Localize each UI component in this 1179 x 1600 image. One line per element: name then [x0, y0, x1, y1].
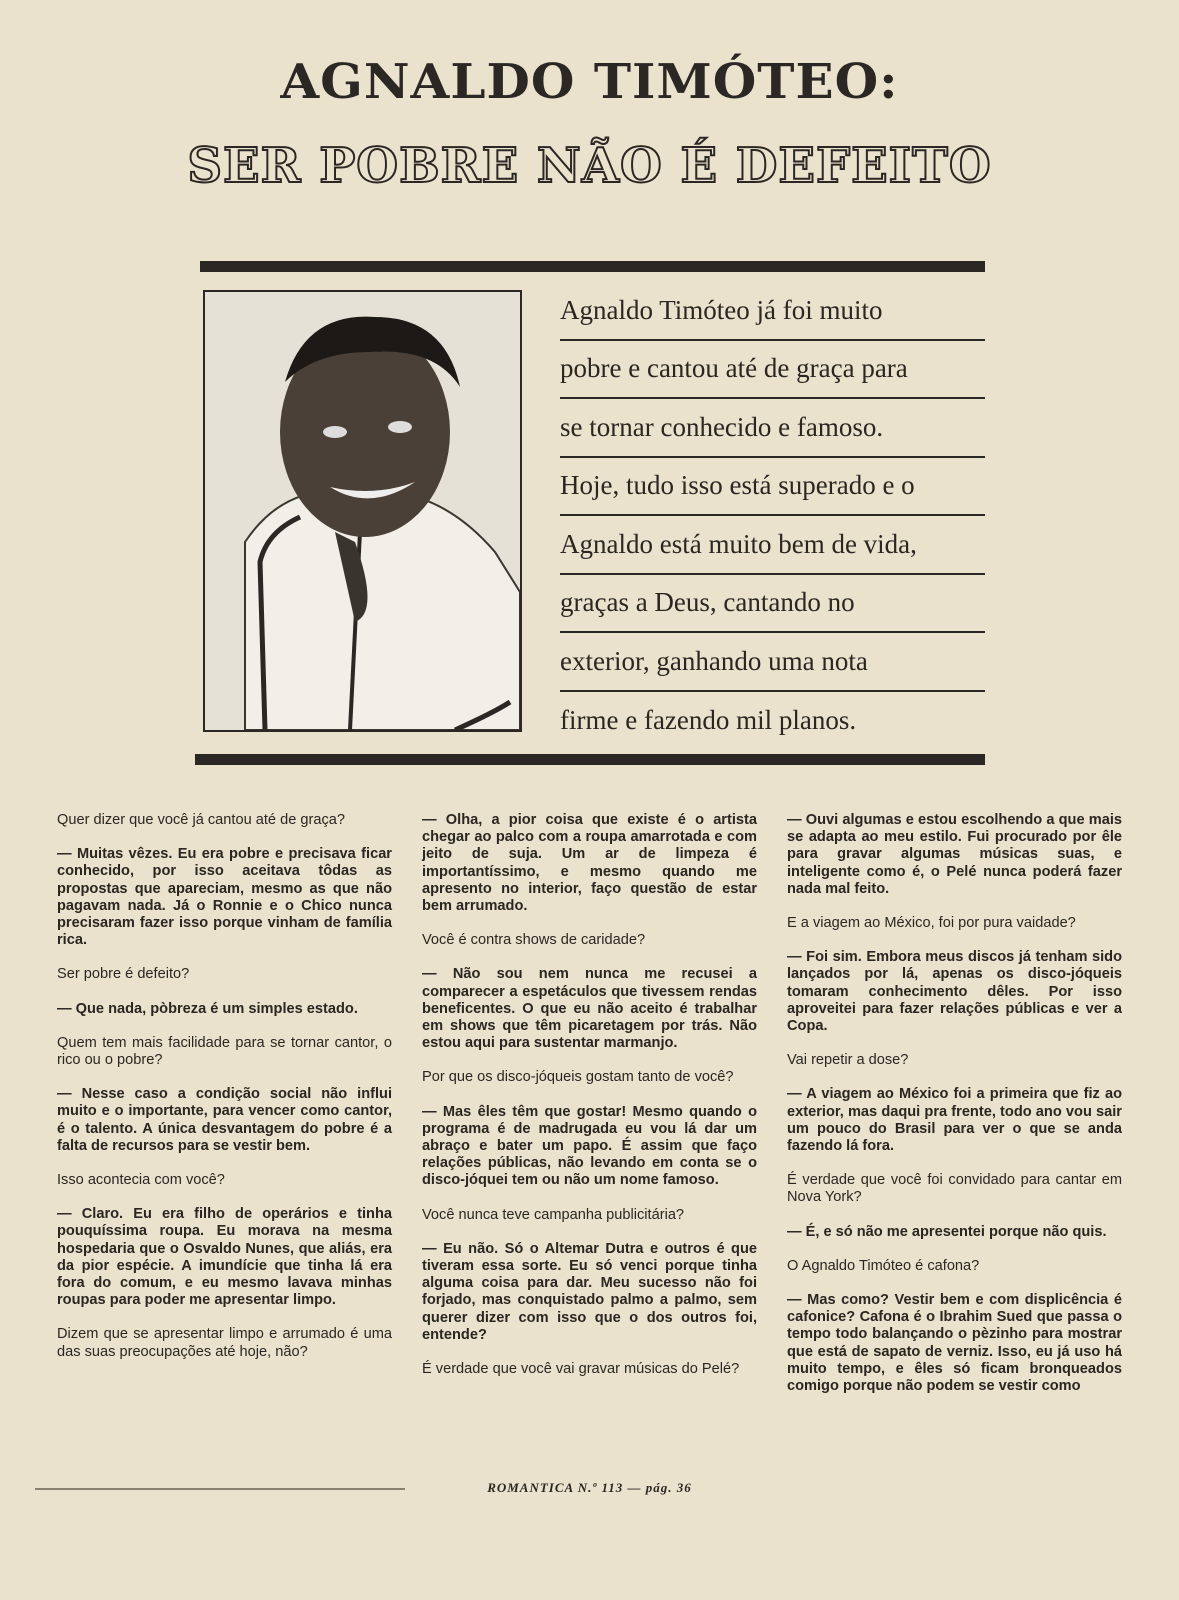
- interview-question: Ser pobre é defeito?: [57, 966, 190, 983]
- interview-question: Você nunca teve campanha publicitária?: [422, 1206, 685, 1223]
- portrait-photo: [203, 290, 522, 732]
- column-1: [57, 812, 392, 1378]
- intro-line: Agnaldo está muito bem de vida,: [560, 516, 985, 575]
- column-3: [787, 812, 1122, 1412]
- interview-question: É verdade que você vai gravar músicas do Pelé?: [422, 1361, 740, 1378]
- interview-question: É verdade que você foi convidado para cantar em Nova York?: [787, 1172, 1122, 1206]
- intro-line: pobre e cantou até de graça para: [560, 341, 985, 400]
- interview-question: Vai repetir a dose?: [787, 1052, 909, 1069]
- interview-answer: — Mas como? Vestir bem e com displicência é cafonice? Cafona é o Ibrahim Sued que passa o tempo todo balançando o pèzinho para mostrar que está de sapato de verniz. Isso, eu já uso há muito tempo, e êles só ficam bronqueados comigo porque não podem se vestir como: [787, 1292, 1122, 1395]
- column-2: [422, 812, 757, 1395]
- interview-answer: — Claro. Eu era filho de operários e tinha pouquíssima roupa. Eu morava na mesma hospedaria que o Osvaldo Nunes, que aliás, era da pior espécie. A imundície que tinha lá era fora do comum, e eu mesmo lavava minhas roupas para poder me apresentar limpo.: [57, 1206, 392, 1309]
- interview-question: Você é contra shows de caridade?: [422, 932, 646, 949]
- bottom-divider-bar: [195, 754, 985, 765]
- article-title: AGNALDO TIMÓTEO:: [280, 53, 899, 110]
- interview-question: Quer dizer que você já cantou até de graça?: [57, 812, 346, 828]
- interview-answer: — Não sou nem nunca me recusei a comparecer a espetáculos que tivessem rendas beneficentes. O que eu não aceito é trabalhar em shows que têm picaretagem por trás. Não estou aqui para sustentar marmanjo.: [422, 966, 757, 1052]
- top-divider-bar: [200, 261, 985, 272]
- interview-answer: — Foi sim. Embora meus discos já tenham sido lançados por lá, apenas os disco-jóqueis tomaram conhecimento dêles. Por isso aproveitei para fazer relações públicas e ver a Copa.: [787, 949, 1122, 1035]
- intro-line: exterior, ganhando uma nota: [560, 633, 985, 692]
- interview-answer: — É, e só não me apresentei porque não quis.: [787, 1223, 1107, 1240]
- intro-line: se tornar conhecido e famoso.: [560, 399, 985, 458]
- interview-question: Quem tem mais facilidade para se tornar cantor, o rico ou o pobre?: [57, 1034, 392, 1069]
- interview-question: Por que os disco-jóqueis gostam tanto de você?: [422, 1069, 734, 1086]
- interview-answer: — Nesse caso a condição social não influi muito e o importante, para vencer como cantor, é o talento. A única desvantagem do pobre é a falta de recursos para se vestir bem.: [57, 1086, 392, 1154]
- interview-answer: — Olha, a pior coisa que existe é o artista chegar ao palco com a roupa amarrotada e com jeito de suja. Um ar de limpeza é importantíssimo, e mesmo quando me apresento no interior, faço questão de estar bem arrumado.: [422, 812, 757, 915]
- intro-line: graças a Deus, cantando no: [560, 575, 985, 634]
- interview-answer: — A viagem ao México foi a primeira que fiz ao exterior, mas daqui pra frente, todo ano vou sair um pouco do Brasil para ver o que se anda fazendo lá fora.: [787, 1086, 1122, 1155]
- interview-question: O Agnaldo Timóteo é cafona?: [787, 1257, 980, 1274]
- interview-answer: — Ouvi algumas e estou escolhendo a que mais se adapta ao meu estilo. Fui procurado por êle para gravar algumas músicas suas, e inteligente como é, o Pelé nunca poderá fazer nada mal feito.: [787, 812, 1122, 897]
- page-footer: ROMANTICA N.º 113 — pág. 36: [487, 1480, 692, 1495]
- portrait-image: [205, 292, 520, 730]
- intro-line: firme e fazendo mil planos.: [560, 705, 857, 736]
- intro-lede: [560, 282, 985, 750]
- interview-question: Dizem que se apresentar limpo e arrumado é uma das suas preocupações até hoje, não?: [57, 1326, 392, 1360]
- intro-line: Hoje, tudo isso está superado e o: [560, 458, 985, 517]
- article-subtitle: SER POBRE NÃO É DEFEITO: [187, 138, 992, 194]
- interview-answer: — Eu não. Só o Altemar Dutra e outros é que tiveram essa sorte. Eu só venci porque tinha alguma coisa para dar. Meu sucesso não foi forjado, mas conquistado palmo a palmo, sem querer dizer com isso que o dos outros foi, entende?: [422, 1240, 757, 1343]
- interview-answer: — Muitas vêzes. Eu era pobre e precisava ficar conhecido, por isso aceitava tôdas as propostas que apareciam, mesmo as que não pagavam nada. Já o Ronnie e o Chico nunca precisaram fazer isso porque vinham de família rica.: [57, 846, 392, 949]
- interview-question: E a viagem ao México, foi por pura vaidade?: [787, 915, 1076, 932]
- interview-answer: — Que nada, pòbreza é um simples estado.: [57, 1000, 358, 1017]
- intro-line: Agnaldo Timóteo já foi muito: [560, 282, 985, 341]
- interview-answer: — Mas êles têm que gostar! Mesmo quando o programa é de madrugada eu vou lá dar um abraço e bater um papo. É assim que faço relações públicas, não levando em conta se o disco-jóquei tem ou não um nome famoso.: [422, 1103, 757, 1189]
- interview-question: Isso acontecia com você?: [57, 1172, 225, 1189]
